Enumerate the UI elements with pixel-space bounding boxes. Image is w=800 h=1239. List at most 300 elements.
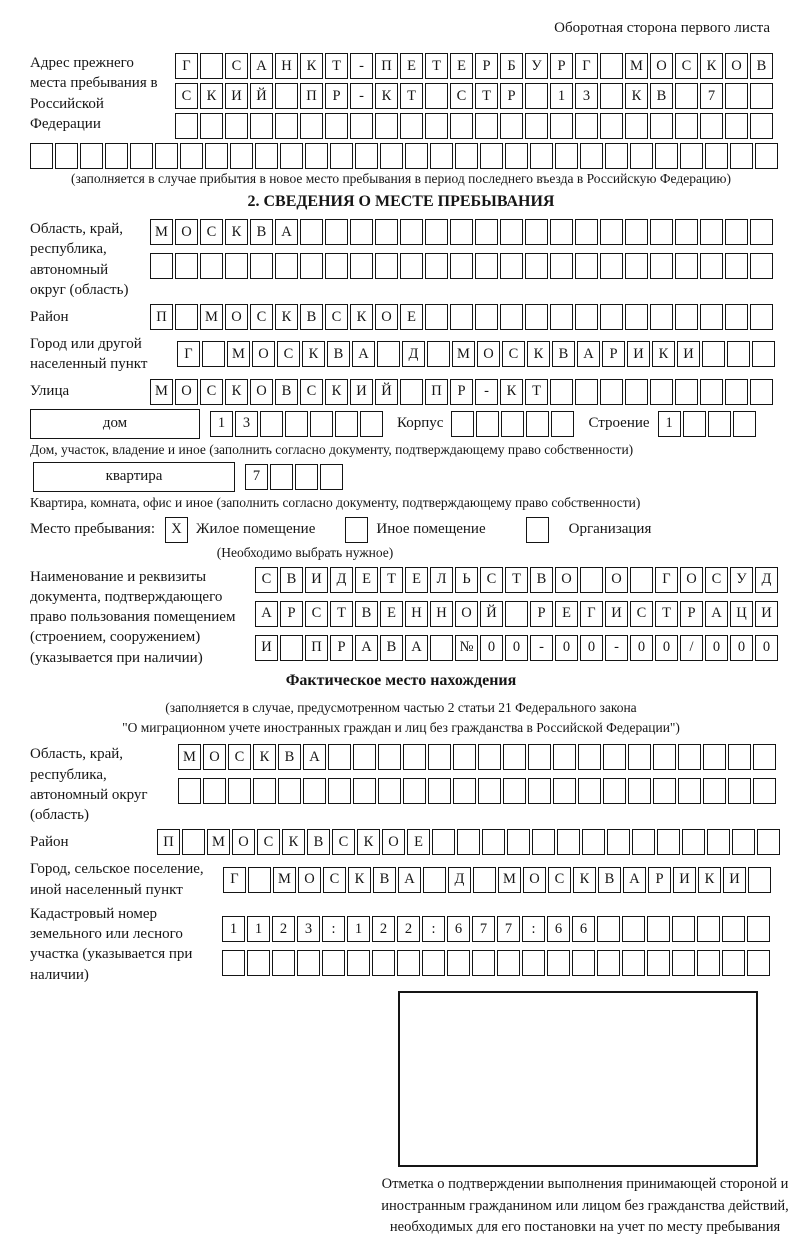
char-box[interactable] <box>353 744 376 770</box>
char-box[interactable] <box>628 778 651 804</box>
char-box[interactable] <box>732 829 755 855</box>
char-box[interactable] <box>580 143 603 169</box>
char-box[interactable]: Е <box>400 304 423 330</box>
char-box[interactable]: М <box>227 341 250 367</box>
char-box[interactable] <box>675 304 698 330</box>
char-box[interactable]: - <box>530 635 553 661</box>
char-box[interactable]: О <box>298 867 321 893</box>
char-box[interactable]: С <box>480 567 503 593</box>
char-box[interactable] <box>372 950 395 976</box>
char-box[interactable] <box>425 219 448 245</box>
char-box[interactable]: 0 <box>630 635 653 661</box>
char-box[interactable] <box>175 253 198 279</box>
char-box[interactable]: К <box>253 744 276 770</box>
char-box[interactable]: Г <box>175 53 198 79</box>
char-box[interactable] <box>655 143 678 169</box>
char-box[interactable]: 1 <box>210 411 233 437</box>
char-box[interactable] <box>260 411 283 437</box>
char-box[interactable]: Н <box>430 601 453 627</box>
char-box[interactable] <box>628 744 651 770</box>
char-box[interactable] <box>225 113 248 139</box>
char-box[interactable]: М <box>452 341 475 367</box>
char-box[interactable] <box>182 829 205 855</box>
char-box[interactable] <box>425 113 448 139</box>
char-box[interactable] <box>525 304 548 330</box>
char-box[interactable]: К <box>200 83 223 109</box>
char-box[interactable] <box>447 950 470 976</box>
char-box[interactable] <box>752 341 775 367</box>
char-box[interactable] <box>202 341 225 367</box>
char-box[interactable] <box>725 219 748 245</box>
char-box[interactable] <box>675 219 698 245</box>
char-box[interactable] <box>272 950 295 976</box>
char-box[interactable]: Р <box>450 379 473 405</box>
char-box[interactable] <box>750 379 773 405</box>
char-box[interactable]: К <box>325 379 348 405</box>
char-box[interactable] <box>630 143 653 169</box>
char-box[interactable] <box>507 829 530 855</box>
char-box[interactable] <box>700 304 723 330</box>
char-box[interactable] <box>625 113 648 139</box>
char-box[interactable] <box>525 219 548 245</box>
char-box[interactable]: 3 <box>575 83 598 109</box>
char-box[interactable] <box>700 379 723 405</box>
char-box[interactable]: И <box>673 867 696 893</box>
char-box[interactable] <box>250 253 273 279</box>
char-box[interactable]: М <box>273 867 296 893</box>
char-box[interactable] <box>247 950 270 976</box>
char-box[interactable] <box>682 829 705 855</box>
char-box[interactable]: В <box>530 567 553 593</box>
char-box[interactable] <box>575 253 598 279</box>
char-box[interactable] <box>600 53 623 79</box>
char-box[interactable] <box>600 253 623 279</box>
char-box[interactable] <box>728 778 751 804</box>
char-box[interactable]: К <box>375 83 398 109</box>
char-box[interactable]: И <box>723 867 746 893</box>
char-box[interactable] <box>555 143 578 169</box>
char-box[interactable]: К <box>282 829 305 855</box>
char-box[interactable]: К <box>350 304 373 330</box>
char-box[interactable]: С <box>225 53 248 79</box>
char-box[interactable] <box>432 829 455 855</box>
char-box[interactable]: Т <box>425 53 448 79</box>
char-box[interactable] <box>472 950 495 976</box>
char-box[interactable]: Е <box>555 601 578 627</box>
char-box[interactable] <box>750 253 773 279</box>
char-box[interactable] <box>725 379 748 405</box>
char-box[interactable] <box>525 83 548 109</box>
char-box[interactable] <box>580 567 603 593</box>
char-box[interactable] <box>550 253 573 279</box>
char-box[interactable] <box>225 253 248 279</box>
char-box[interactable] <box>647 950 670 976</box>
char-box[interactable]: 1 <box>222 916 245 942</box>
char-box[interactable] <box>650 304 673 330</box>
char-box[interactable] <box>353 778 376 804</box>
char-box[interactable]: А <box>303 744 326 770</box>
char-box[interactable]: К <box>625 83 648 109</box>
char-box[interactable] <box>275 113 298 139</box>
char-box[interactable]: В <box>373 867 396 893</box>
char-box[interactable]: / <box>680 635 703 661</box>
char-box[interactable]: С <box>548 867 571 893</box>
char-box[interactable] <box>630 567 653 593</box>
char-box[interactable] <box>347 950 370 976</box>
char-box[interactable]: С <box>300 379 323 405</box>
char-box[interactable] <box>478 778 501 804</box>
char-box[interactable]: В <box>552 341 575 367</box>
char-box[interactable]: А <box>250 53 273 79</box>
char-box[interactable]: 2 <box>372 916 395 942</box>
char-box[interactable]: 0 <box>730 635 753 661</box>
char-box[interactable]: И <box>255 635 278 661</box>
char-box[interactable]: В <box>650 83 673 109</box>
checkbox-org[interactable] <box>526 517 549 543</box>
char-box[interactable]: К <box>225 379 248 405</box>
char-box[interactable]: С <box>257 829 280 855</box>
char-box[interactable] <box>430 635 453 661</box>
char-box[interactable] <box>428 744 451 770</box>
char-box[interactable]: - <box>350 53 373 79</box>
char-box[interactable] <box>473 867 496 893</box>
char-box[interactable] <box>755 143 778 169</box>
char-box[interactable] <box>703 744 726 770</box>
char-box[interactable] <box>475 253 498 279</box>
char-box[interactable] <box>500 113 523 139</box>
char-box[interactable] <box>575 113 598 139</box>
char-box[interactable] <box>725 113 748 139</box>
char-box[interactable] <box>280 635 303 661</box>
char-box[interactable] <box>503 778 526 804</box>
char-box[interactable]: У <box>525 53 548 79</box>
char-box[interactable] <box>553 778 576 804</box>
char-box[interactable]: Й <box>375 379 398 405</box>
char-box[interactable]: Т <box>475 83 498 109</box>
char-box[interactable] <box>175 113 198 139</box>
char-box[interactable] <box>505 143 528 169</box>
char-box[interactable] <box>550 379 573 405</box>
char-box[interactable] <box>253 778 276 804</box>
char-box[interactable]: А <box>352 341 375 367</box>
char-box[interactable] <box>451 411 474 437</box>
char-box[interactable] <box>532 829 555 855</box>
char-box[interactable] <box>305 143 328 169</box>
char-box[interactable] <box>750 219 773 245</box>
char-box[interactable] <box>230 143 253 169</box>
char-box[interactable] <box>597 950 620 976</box>
char-box[interactable] <box>450 219 473 245</box>
char-box[interactable] <box>325 113 348 139</box>
char-box[interactable]: О <box>680 567 703 593</box>
char-box[interactable] <box>650 113 673 139</box>
char-box[interactable] <box>205 143 228 169</box>
char-box[interactable] <box>455 143 478 169</box>
char-box[interactable]: П <box>300 83 323 109</box>
char-box[interactable]: 1 <box>658 411 681 437</box>
char-box[interactable]: Р <box>325 83 348 109</box>
char-box[interactable] <box>650 253 673 279</box>
char-box[interactable] <box>675 83 698 109</box>
char-box[interactable]: Г <box>575 53 598 79</box>
char-box[interactable]: С <box>175 83 198 109</box>
char-box[interactable] <box>550 219 573 245</box>
char-box[interactable] <box>300 113 323 139</box>
char-box[interactable]: С <box>200 379 223 405</box>
char-box[interactable]: К <box>527 341 550 367</box>
char-box[interactable]: 1 <box>247 916 270 942</box>
char-box[interactable]: № <box>455 635 478 661</box>
char-box[interactable] <box>322 950 345 976</box>
char-box[interactable] <box>728 744 751 770</box>
char-box[interactable] <box>200 113 223 139</box>
char-box[interactable]: Т <box>330 601 353 627</box>
char-box[interactable] <box>425 304 448 330</box>
char-box[interactable] <box>530 143 553 169</box>
char-box[interactable] <box>278 778 301 804</box>
char-box[interactable] <box>650 379 673 405</box>
char-box[interactable]: 0 <box>655 635 678 661</box>
char-box[interactable]: К <box>348 867 371 893</box>
char-box[interactable]: 7 <box>472 916 495 942</box>
char-box[interactable] <box>480 143 503 169</box>
char-box[interactable] <box>427 341 450 367</box>
char-box[interactable]: Г <box>223 867 246 893</box>
char-box[interactable]: П <box>150 304 173 330</box>
char-box[interactable] <box>575 219 598 245</box>
char-box[interactable]: Т <box>525 379 548 405</box>
char-box[interactable] <box>222 950 245 976</box>
char-box[interactable]: Р <box>530 601 553 627</box>
char-box[interactable]: 6 <box>547 916 570 942</box>
char-box[interactable]: М <box>178 744 201 770</box>
char-box[interactable] <box>350 113 373 139</box>
char-box[interactable] <box>423 867 446 893</box>
char-box[interactable] <box>300 253 323 279</box>
char-box[interactable]: О <box>455 601 478 627</box>
char-box[interactable] <box>603 778 626 804</box>
char-box[interactable] <box>727 341 750 367</box>
char-box[interactable]: 0 <box>580 635 603 661</box>
char-box[interactable] <box>325 219 348 245</box>
char-box[interactable] <box>747 950 770 976</box>
char-box[interactable] <box>557 829 580 855</box>
char-box[interactable]: А <box>355 635 378 661</box>
char-box[interactable] <box>722 950 745 976</box>
char-box[interactable]: К <box>302 341 325 367</box>
char-box[interactable] <box>697 916 720 942</box>
char-box[interactable] <box>505 601 528 627</box>
char-box[interactable]: В <box>355 601 378 627</box>
char-box[interactable]: М <box>207 829 230 855</box>
char-box[interactable]: К <box>357 829 380 855</box>
char-box[interactable] <box>453 744 476 770</box>
char-box[interactable]: А <box>398 867 421 893</box>
char-box[interactable] <box>528 744 551 770</box>
char-box[interactable]: 0 <box>555 635 578 661</box>
char-box[interactable]: С <box>675 53 698 79</box>
char-box[interactable]: Е <box>405 567 428 593</box>
char-box[interactable]: В <box>275 379 298 405</box>
checkbox-zhiloe[interactable]: X <box>165 517 188 543</box>
char-box[interactable] <box>175 304 198 330</box>
char-box[interactable] <box>550 113 573 139</box>
char-box[interactable] <box>422 950 445 976</box>
char-box[interactable] <box>180 143 203 169</box>
char-box[interactable] <box>303 778 326 804</box>
char-box[interactable] <box>697 950 720 976</box>
char-box[interactable] <box>650 219 673 245</box>
char-box[interactable] <box>375 253 398 279</box>
char-box[interactable]: Г <box>580 601 603 627</box>
char-box[interactable]: С <box>277 341 300 367</box>
char-box[interactable] <box>475 304 498 330</box>
char-box[interactable]: И <box>677 341 700 367</box>
char-box[interactable] <box>750 83 773 109</box>
char-box[interactable] <box>575 304 598 330</box>
char-box[interactable] <box>378 778 401 804</box>
char-box[interactable] <box>155 143 178 169</box>
char-box[interactable]: С <box>228 744 251 770</box>
char-box[interactable]: Д <box>755 567 778 593</box>
char-box[interactable] <box>228 778 251 804</box>
char-box[interactable] <box>653 744 676 770</box>
char-box[interactable] <box>672 916 695 942</box>
char-box[interactable]: С <box>705 567 728 593</box>
char-box[interactable]: 6 <box>447 916 470 942</box>
char-box[interactable]: С <box>332 829 355 855</box>
char-box[interactable]: Ц <box>730 601 753 627</box>
char-box[interactable] <box>547 950 570 976</box>
char-box[interactable]: К <box>700 53 723 79</box>
char-box[interactable] <box>375 113 398 139</box>
char-box[interactable] <box>300 219 323 245</box>
char-box[interactable] <box>625 253 648 279</box>
char-box[interactable] <box>525 253 548 279</box>
char-box[interactable] <box>320 464 343 490</box>
char-box[interactable]: О <box>250 379 273 405</box>
char-box[interactable]: В <box>278 744 301 770</box>
char-box[interactable] <box>500 304 523 330</box>
char-box[interactable]: Е <box>380 601 403 627</box>
char-box[interactable] <box>178 778 201 804</box>
char-box[interactable] <box>150 253 173 279</box>
char-box[interactable]: М <box>150 379 173 405</box>
char-box[interactable]: 0 <box>480 635 503 661</box>
char-box[interactable]: И <box>350 379 373 405</box>
char-box[interactable] <box>525 113 548 139</box>
char-box[interactable]: - <box>350 83 373 109</box>
char-box[interactable]: П <box>425 379 448 405</box>
char-box[interactable] <box>551 411 574 437</box>
char-box[interactable] <box>678 744 701 770</box>
char-box[interactable]: С <box>200 219 223 245</box>
char-box[interactable]: А <box>577 341 600 367</box>
char-box[interactable] <box>607 829 630 855</box>
char-box[interactable] <box>578 778 601 804</box>
char-box[interactable] <box>403 744 426 770</box>
char-box[interactable] <box>425 253 448 279</box>
char-box[interactable] <box>200 253 223 279</box>
char-box[interactable]: К <box>573 867 596 893</box>
char-box[interactable] <box>748 867 771 893</box>
char-box[interactable] <box>753 778 776 804</box>
char-box[interactable] <box>597 916 620 942</box>
char-box[interactable]: Й <box>250 83 273 109</box>
char-box[interactable]: О <box>523 867 546 893</box>
char-box[interactable]: У <box>730 567 753 593</box>
char-box[interactable]: Е <box>450 53 473 79</box>
char-box[interactable]: Г <box>655 567 678 593</box>
char-box[interactable] <box>582 829 605 855</box>
char-box[interactable]: Т <box>655 601 678 627</box>
char-box[interactable] <box>503 744 526 770</box>
char-box[interactable] <box>700 113 723 139</box>
char-box[interactable] <box>725 304 748 330</box>
char-box[interactable]: Т <box>380 567 403 593</box>
char-box[interactable] <box>248 867 271 893</box>
char-box[interactable] <box>295 464 318 490</box>
char-box[interactable] <box>708 411 731 437</box>
char-box[interactable]: Р <box>330 635 353 661</box>
char-box[interactable]: Р <box>280 601 303 627</box>
char-box[interactable]: О <box>725 53 748 79</box>
char-box[interactable] <box>747 916 770 942</box>
char-box[interactable] <box>325 253 348 279</box>
char-box[interactable]: А <box>623 867 646 893</box>
char-box[interactable]: - <box>475 379 498 405</box>
char-box[interactable]: 6 <box>572 916 595 942</box>
char-box[interactable]: А <box>275 219 298 245</box>
char-box[interactable]: О <box>555 567 578 593</box>
char-box[interactable]: А <box>255 601 278 627</box>
char-box[interactable] <box>625 379 648 405</box>
char-box[interactable]: В <box>327 341 350 367</box>
char-box[interactable]: К <box>300 53 323 79</box>
char-box[interactable]: Е <box>400 53 423 79</box>
char-box[interactable] <box>600 379 623 405</box>
char-box[interactable] <box>500 219 523 245</box>
char-box[interactable] <box>578 744 601 770</box>
char-box[interactable]: Д <box>402 341 425 367</box>
checkbox-inoe[interactable] <box>345 517 368 543</box>
char-box[interactable]: С <box>325 304 348 330</box>
char-box[interactable]: 1 <box>550 83 573 109</box>
char-box[interactable] <box>457 829 480 855</box>
char-box[interactable]: С <box>630 601 653 627</box>
char-box[interactable]: Д <box>330 567 353 593</box>
char-box[interactable]: О <box>175 219 198 245</box>
char-box[interactable]: 7 <box>245 464 268 490</box>
char-box[interactable] <box>757 829 780 855</box>
char-box[interactable] <box>275 253 298 279</box>
char-box[interactable]: И <box>627 341 650 367</box>
char-box[interactable]: И <box>755 601 778 627</box>
char-box[interactable] <box>310 411 333 437</box>
char-box[interactable]: В <box>280 567 303 593</box>
char-box[interactable]: О <box>382 829 405 855</box>
char-box[interactable] <box>30 143 53 169</box>
char-box[interactable] <box>400 379 423 405</box>
char-box[interactable] <box>600 219 623 245</box>
char-box[interactable] <box>750 304 773 330</box>
char-box[interactable] <box>450 304 473 330</box>
char-box[interactable]: Р <box>550 53 573 79</box>
char-box[interactable] <box>632 829 655 855</box>
char-box[interactable]: С <box>250 304 273 330</box>
char-box[interactable] <box>703 778 726 804</box>
char-box[interactable] <box>622 916 645 942</box>
